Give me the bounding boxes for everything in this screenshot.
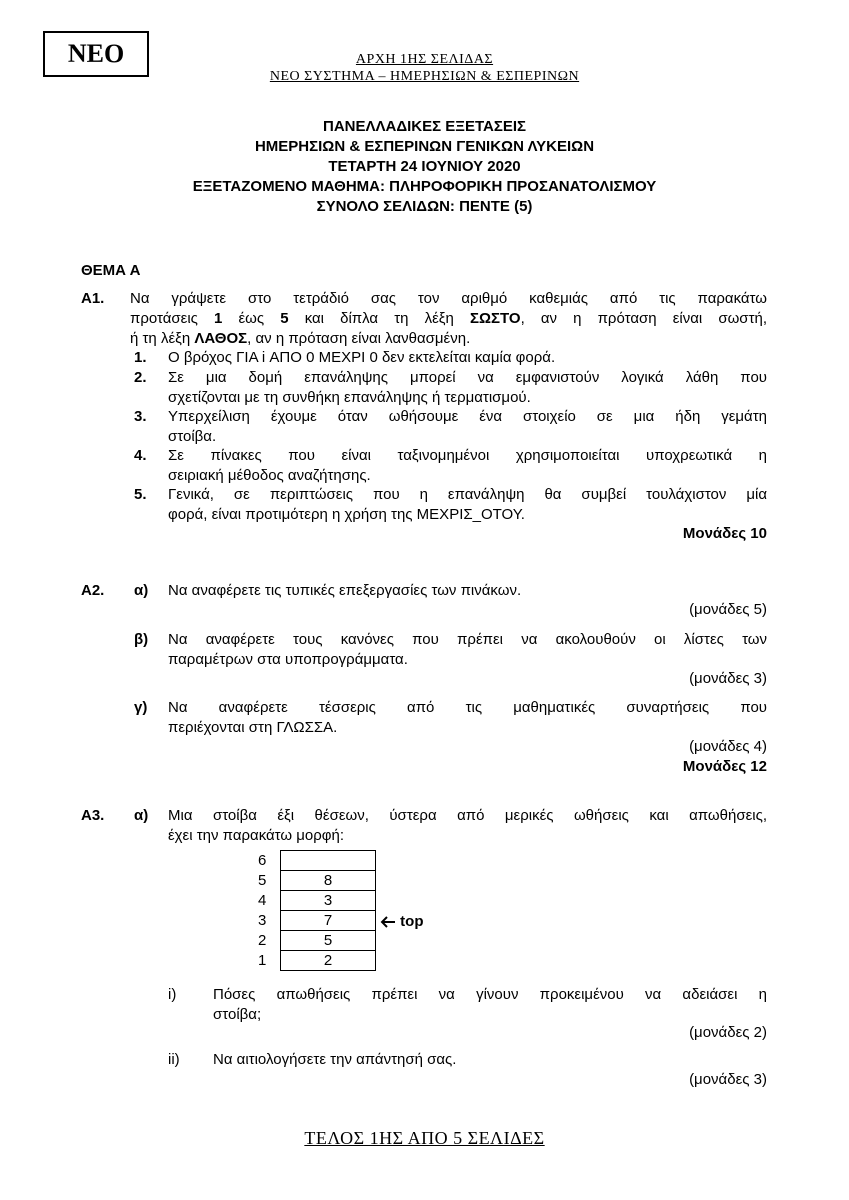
stack-row [258,871,376,891]
stack-position: 3 [258,912,267,929]
a2-label: Α2. [81,582,105,599]
a3-i-line2: στοίβα; [213,1006,262,1023]
a3-a-label: α) [134,807,149,824]
a2-b-label: β) [134,631,149,648]
a1-item-4-line1: Σε πίνακες που είναι ταξινομημένοι χρησιμοποιείται υποχρεωτικά η [168,447,767,464]
a3-ii-points: (μονάδες 3) [689,1071,767,1088]
a1-points: Μονάδες 10 [682,525,767,542]
a3-ii-text: Να αιτιολογήσετε την απάντησή σας. [213,1051,457,1068]
a2-c-label: γ) [134,699,148,716]
stack-position: 6 [258,852,267,869]
neo-stamp: ΝΕΟ [43,31,149,77]
stack-row [258,951,376,971]
stack-position: 2 [258,932,267,949]
stack-top-label: top [400,913,424,930]
a1-item-2-line1: Σε μια δομή επανάληψης μπορεί να εμφανιστούν λογικά λάθη που [168,369,767,386]
a1-item-5-num: 5. [134,486,147,503]
page-footer: ΤΕΛΟΣ 1ΗΣ ΑΠΟ 5 ΣΕΛΙΔΕΣ [304,1128,545,1148]
a1-item-1-text: Ο βρόχος ΓΙΑ i ΑΠΟ 0 ΜΕΧΡΙ 0 δεν εκτελείται καμία φορά. [168,349,556,366]
a1-item-1-num: 1. [134,349,147,366]
a2-b-points: (μονάδες 3) [689,670,767,687]
a1-intro-line3: ή τη λέξη ΛΑΘΟΣ, αν η πρόταση είναι λανθασμένη. [130,330,471,347]
a2-c-points: (μονάδες 4) [689,738,767,755]
left-arrow-icon [380,913,396,930]
title-line2: ΗΜΕΡΗΣΙΩΝ & ΕΣΠΕΡΙΝΩΝ ΓΕΝΙΚΩΝ ΛΥΚΕΙΩΝ [254,138,595,155]
stack-cell: 2 [281,951,376,971]
a1-item-5-line2: φορά, είναι προτιμότερη η χρήση της ΜΕΧΡΙΣ_ΟΤΟΥ. [168,506,525,523]
stack-top-marker [380,912,424,932]
a1-item-4-num: 4. [134,447,147,464]
a2-a-text: Να αναφέρετε τις τυπικές επεξεργασίες των πινάκων. [168,582,522,599]
a1-item-2-line2: σχετίζονται με τη συνθήκη επανάληψης ή τερματισμού. [168,389,531,406]
stack-cell: 5 [281,931,376,951]
stack-table [258,850,376,971]
a1-item-3-line1: Υπερχείλιση έχουμε όταν ωθήσουμε ένα στοιχείο σε μια ήδη γεμάτη [168,408,767,425]
a2-a-label: α) [134,582,149,599]
a2-a-points: (μονάδες 5) [689,601,767,618]
a2-b-line1: Να αναφέρετε τους κανόνες που πρέπει να ακολουθούν οι λίστες των [168,631,767,648]
stack-position: 4 [258,892,267,909]
a1-item-2-num: 2. [134,369,147,386]
a1-label: Α1. [81,290,105,307]
stack-position: 5 [258,872,267,889]
a3-label: Α3. [81,807,105,824]
a1-item-3-line2: στοίβα. [168,428,217,445]
title-line5: ΣΥΝΟΛΟ ΣΕΛΙΔΩΝ: ΠΕΝΤΕ (5) [316,198,533,215]
stack-cell: 3 [281,891,376,911]
page-header-line1: ΑΡΧΗ 1ΗΣ ΣΕΛΙΔΑΣ [355,52,494,67]
stack-cell: 8 [281,871,376,891]
a2-points: Μονάδες 12 [682,758,767,775]
stack-position: 1 [258,952,267,969]
a2-c-line1: Να αναφέρετε τέσσερις από τις μαθηματικές συναρτήσεις που [168,699,767,716]
stack-diagram [258,850,376,971]
a1-item-3-num: 3. [134,408,147,425]
stack-row [258,931,376,951]
title-line4: ΕΞΕΤΑΖΟΜΕΝΟ ΜΑΘΗΜΑ: ΠΛΗΡΟΦΟΡΙΚΗ ΠΡΟΣΑΝΑΤΟΛΙΣΜΟΥ [192,178,657,195]
a3-i-line1: Πόσες απωθήσεις πρέπει να γίνουν προκειμένου να αδειάσει η [213,986,767,1003]
title-line1: ΠΑΝΕΛΛΑΔΙΚΕΣ ΕΞΕΤΑΣΕΙΣ [322,118,527,135]
stack-row [258,891,376,911]
stack-row [258,911,376,931]
stack-row [258,851,376,871]
a3-a-line1: Μια στοίβα έξι θέσεων, ύστερα από μερικές ωθήσεις και απωθήσεις, [168,807,767,824]
section-heading: ΘΕΜΑ Α [81,262,141,279]
a1-intro-line1: Να γράψετε στο τετράδιό σας τον αριθμό καθεμιάς από τις παρακάτω [130,290,767,307]
title-line3: ΤΕΤΑΡΤΗ 24 ΙΟΥΝΙΟΥ 2020 [328,158,521,175]
a3-i-points: (μονάδες 2) [689,1024,767,1041]
a1-item-4-line2: σειριακή μέθοδος αναζήτησης. [168,467,371,484]
a3-ii-label: ii) [168,1051,180,1068]
a3-a-line2: έχει την παρακάτω μορφή: [168,827,345,844]
stack-cell [281,851,376,871]
page-header-line2: ΝΕΟ ΣΥΣΤΗΜΑ – ΗΜΕΡΗΣΙΩΝ & ΕΣΠΕΡΙΝΩΝ [269,69,580,84]
a1-intro-line2: προτάσεις 1 έως 5 και δίπλα τη λέξη ΣΩΣΤΟ, αν η πρόταση είναι σωστή, [130,310,767,327]
a1-item-5-line1: Γενικά, σε περιπτώσεις που η επανάληψη θα συμβεί τουλάχιστον μία [168,486,767,503]
a2-c-line2: περιέχονται στη ΓΛΩΣΣΑ. [168,719,338,736]
a3-i-label: i) [168,986,177,1003]
a2-b-line2: παραμέτρων στα υποπρογράμματα. [168,651,408,668]
stack-cell: 7 [281,911,376,931]
